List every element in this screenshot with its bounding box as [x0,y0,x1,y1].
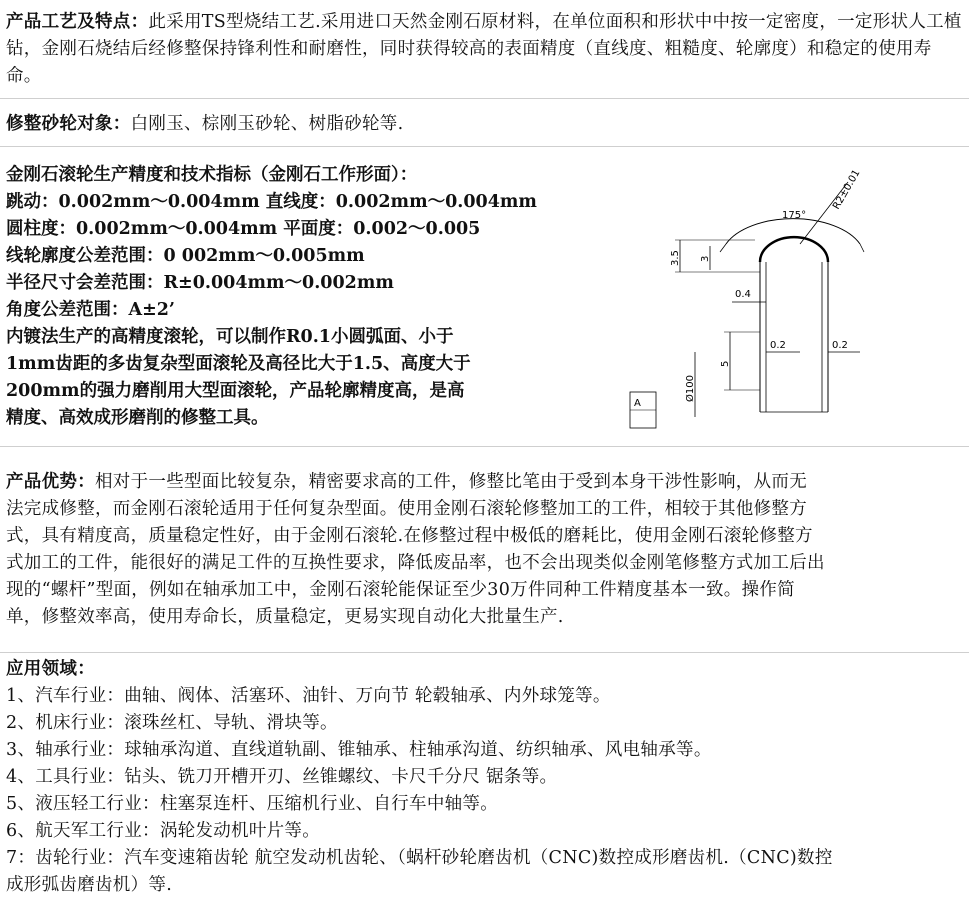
spec-line: 跳动：0.002mm～0.004mm 直线度：0.002mm～0.004mm [6,192,537,212]
angle-label: 175° [782,210,807,221]
application-item: 2、机床行业：滚珠丝杠、导轨、滑块等。 [6,713,338,733]
advantage-line: 式加工的工件，能很好的满足工件的互换性要求，降低废品率，也不会出现类似金刚笔修整方式加工后出 [6,553,825,573]
targets-section [0,111,969,138]
roller-profile-diagram [620,162,870,432]
dim-5: 5 [720,360,731,367]
advantage-line: 单，修整效率高，使用寿命长，质量稳定，更易实现自动化大批量生产. [6,607,564,627]
advantages-label: 产品优势： [6,472,95,492]
application-item: 4、工具行业：钻头、铣刀开槽开刃、丝锥螺纹、卡尺千分尺 锯条等。 [6,767,558,787]
spec-line: 角度公差范围：A±2’ [6,300,176,320]
spec-paragraph-line: 精度、高效成形磨削的修整工具。 [6,408,269,428]
advantage-line: 式，具有精度高，质量稳定性好，由于金刚石滚轮.在修整过程中极低的磨耗比，使用金刚石滚轮修整方 [6,526,813,546]
spec-paragraph-line: 200mm的强力磨削用大型面滚轮，产品轮廓精度高，是高 [6,381,465,401]
radius-label: R2±0.01 [831,167,863,212]
process-label: 产品工艺及特点： [6,12,149,32]
dim-0-4: 0.4 [735,289,751,300]
divider [0,146,969,147]
advantages-section [0,469,969,631]
application-item: 6、航天军工行业：涡轮发动机叶片等。 [6,821,321,841]
dim-0-2-left: 0.2 [770,340,786,351]
dim-3: 3 [700,255,711,262]
advantage-line: 法完成修整，而金刚石滚轮适用于任何复杂型面。使用金刚石滚轮修整加工的工件，相较于其他修整方 [6,499,807,519]
dim-0-2-right: 0.2 [832,340,848,351]
application-item: 1、汽车行业：曲轴、阀体、活塞环、油针、万向节 轮毂轴承、内外球笼等。 [6,686,611,706]
application-item: 5、液压轻工行业：柱塞泵连杆、压缩机行业、自行车中轴等。 [6,794,499,814]
divider [0,98,969,99]
spec-line: 半径尺寸会差范围：R±0.004mm～0.002mm [6,273,394,293]
advantage-line: 相对于一些型面比较复杂，精密要求高的工件，修整比笔由于受到本身干涉性影响，从而无 [95,472,807,492]
spec-line: 线轮廓度公差范围：0 002mm～0.005mm [6,246,365,266]
spec-paragraph-line: 内镀法生产的高精度滚轮，可以制作R0.1小圆弧面、小于 [6,327,454,347]
process-text: 此采用TS型烧结工艺.采用进口天然金刚石原材料，在单位面积和形状中中按一定密度，一定形状人工植钻，金刚石烧结后经修整保持锋利性和耐磨性，同时获得较高的表面精度（直线度、粗糙度、轮廓度）和稳定的使用寿命。 [6,12,962,86]
process-section [0,9,969,90]
applications-heading: 应用领域： [6,659,95,679]
advantage-line: 现的“螺杆”型面，例如在轴承加工中，金刚石滚轮能保证至少30万件同种工件精度基本一致。操作简 [6,580,795,600]
targets-label: 修整砂轮对象： [6,114,131,134]
application-item: 7：齿轮行业：汽车变速箱齿轮 航空发动机齿轮、（蜗杆砂轮磨齿机（CNC)数控成形磨齿机.（CNC)数控 [6,848,833,868]
dim-3-5: 3.5 [670,250,681,266]
divider [0,652,969,653]
spec-paragraph-line: 1mm齿距的多齿复杂型面滚轮及高径比大于1.5、高度大于 [6,354,471,374]
targets-text: 白刚玉、棕刚玉砂轮、树脂砂轮等. [130,114,404,134]
application-item: 成形弧齿磨齿机）等. [6,875,173,895]
datum-label: A [634,398,641,409]
specs-heading: 金刚石滚轮生产精度和技术指标（金刚石工作形面）： [6,165,418,185]
application-item: 3、轴承行业：球轴承沟道、直线道轨副、锥轴承、柱轴承沟道、纺织轴承、风电轴承等。 [6,740,712,760]
specs-section [0,162,620,432]
dim-phi-100: Ø100 [685,375,696,402]
divider [0,446,969,447]
applications-section [0,656,969,899]
spec-line: 圆柱度：0.002mm～0.004mm 平面度：0.002～0.005 [6,219,481,239]
